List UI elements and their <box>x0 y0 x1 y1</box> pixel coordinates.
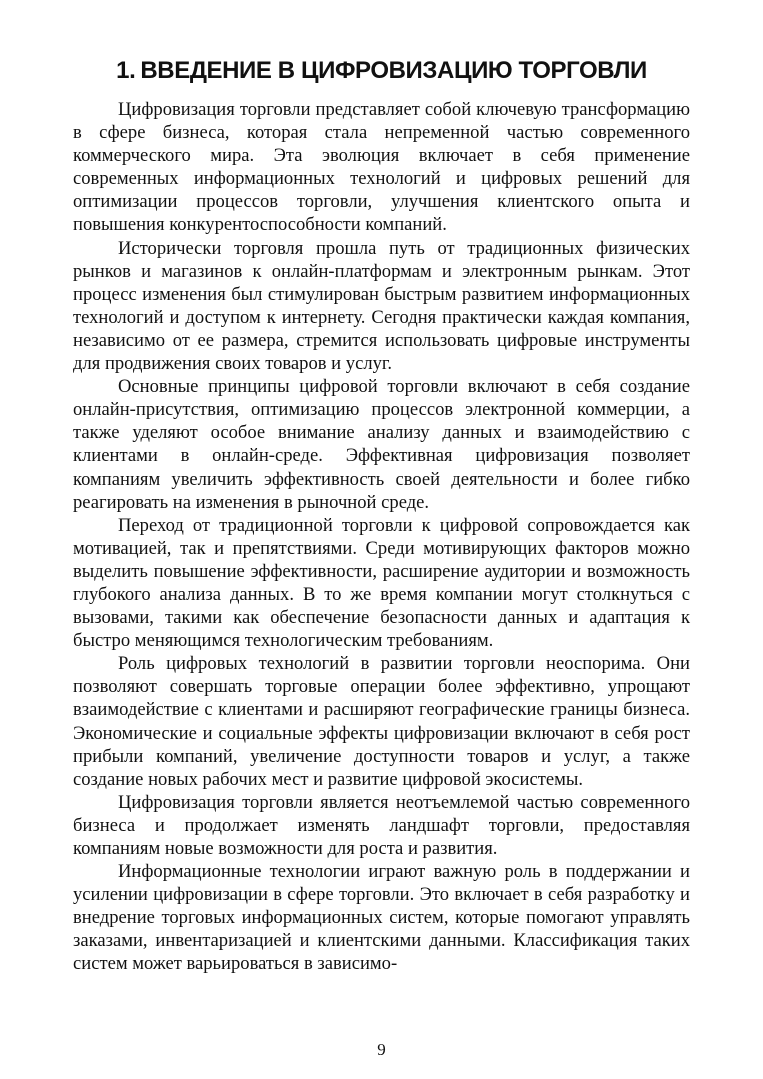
body-text <box>73 98 690 976</box>
paragraph: Основные принципы цифровой торговли включают в себя создание онлайн-присутствия, оптимизацию процессов электронной коммерции, а также уделяют особое внимание анализу данных и взаимодействию с клиентами в онлайн-среде. Эффективная цифровизация позволяет компаниям увеличить эффективность своей деятельности и более гибко реагировать на изменения в рыночной среде. <box>73 376 690 513</box>
paragraph: Информационные технологии играют важную роль в поддержании и усилении цифровизации в сфере торговли. Это включает в себя разработку и внедрение торговых информационных систем, которые помогают управлять заказами, инвентаризацией и клиентскими данными. Классификация таких систем может варьироваться в зависимо- <box>73 861 690 975</box>
paragraph: Переход от традиционной торговли к цифровой сопровождается как мотивацией, так и препятствиями. Среди мотивирующих факторов можно выделить повышение эффективности, расширение аудитории и возможность глубокого анализа данных. В то же время компании могут столкнуться с вызовами, такими как обеспечение безопасности данных и адаптация к быстро меняющимся технологическим требованиям. <box>73 514 690 652</box>
paragraph: Цифровизация торговли представляет собой ключевую трансформацию в сфере бизнеса, которая стала непременной частью современного коммерческого мира. Эта эволюция включает в себя применение современных информационных технологий и цифровых решений для оптимизации процессов торговли, улучшения клиентского опыта и повышения конкурентоспособности компаний. <box>73 99 690 236</box>
paragraph: Исторически торговля прошла путь от традиционных физических рынков и магазинов к онлайн-платформам и электронным рынкам. Этот процесс изменения был стимулирован быстрым развитием информационных технологий и доступом к интернету. Сегодня практически каждая компания, независимо от ее размера, стремится использовать цифровые инструменты для продвижения своих товаров и услуг. <box>73 237 690 375</box>
paragraph: Цифровизация торговли является неотъемлемой частью современного бизнеса и продолжает изменять ландшафт торговли, предоставляя компаниям новые возможности для роста и развития. <box>73 791 690 859</box>
document-page <box>73 0 690 976</box>
page-number: 9 <box>377 1040 386 1059</box>
chapter-title <box>73 56 690 86</box>
chapter-title-text: ВВЕДЕНИЕ В ЦИФРОВИЗАЦИЮ ТОРГОВЛИ <box>140 57 647 84</box>
chapter-number: 1. <box>116 57 136 84</box>
paragraph: Роль цифровых технологий в развитии торговли неоспорима. Они позволяют совершать торговые операции более эффективно, упрощают взаимодействие с клиентами и расширяют географические границы бизнеса. Экономические и социальные эффекты цифровизации включают в себя рост прибыли компаний, увеличение доступности товаров и услуг, а также создание новых рабочих мест и развитие цифровой экосистемы. <box>73 653 690 790</box>
